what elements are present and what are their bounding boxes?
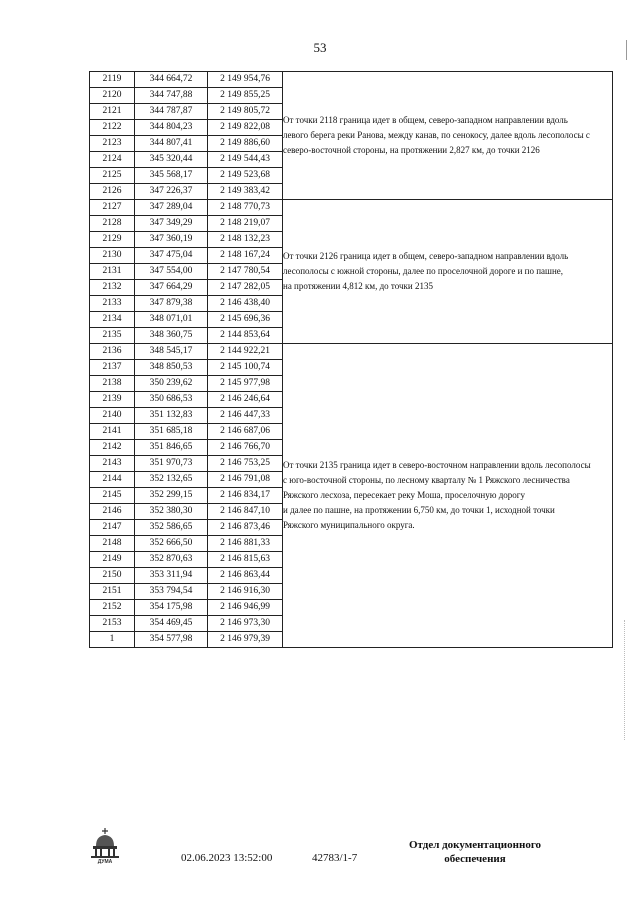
point-number-cell: 2140 <box>90 408 135 424</box>
x-coordinate-cell: 347 349,29 <box>135 216 208 232</box>
x-coordinate-cell: 348 850,53 <box>135 360 208 376</box>
y-coordinate-cell: 2 146 973,30 <box>208 616 283 632</box>
y-coordinate-cell: 2 149 544,43 <box>208 152 283 168</box>
x-coordinate-cell: 347 360,19 <box>135 232 208 248</box>
point-number-cell: 2124 <box>90 152 135 168</box>
x-coordinate-cell: 352 586,65 <box>135 520 208 536</box>
table-row <box>90 200 613 216</box>
description-line: От точки 2126 граница идет в общем, северо-западном направлении вдоль <box>283 251 569 261</box>
point-number-cell: 2147 <box>90 520 135 536</box>
point-number-cell: 2152 <box>90 600 135 616</box>
y-coordinate-cell: 2 146 246,64 <box>208 392 283 408</box>
point-number-cell: 2145 <box>90 488 135 504</box>
description-line: левого берега реки Ранова, между канав, по сенокосу, далее вдоль лесополосы с <box>283 130 590 140</box>
point-number-cell: 2121 <box>90 104 135 120</box>
y-coordinate-cell: 2 148 770,73 <box>208 200 283 216</box>
table-row <box>90 72 613 88</box>
x-coordinate-cell: 348 545,17 <box>135 344 208 360</box>
y-coordinate-cell: 2 149 822,08 <box>208 120 283 136</box>
x-coordinate-cell: 352 666,50 <box>135 536 208 552</box>
point-number-cell: 2135 <box>90 328 135 344</box>
point-number-cell: 2142 <box>90 440 135 456</box>
y-coordinate-cell: 2 146 766,70 <box>208 440 283 456</box>
margin-dots <box>624 620 627 740</box>
point-number-cell: 2141 <box>90 424 135 440</box>
x-coordinate-cell: 352 299,15 <box>135 488 208 504</box>
x-coordinate-cell: 344 747,88 <box>135 88 208 104</box>
point-number-cell: 2128 <box>90 216 135 232</box>
boundary-description-cell <box>283 344 613 648</box>
svg-text:ДУМА: ДУМА <box>97 859 113 864</box>
x-coordinate-cell: 352 380,30 <box>135 504 208 520</box>
point-number-cell: 2153 <box>90 616 135 632</box>
footer-dept-line1: Отдел документационного <box>408 839 542 851</box>
table-row <box>90 344 613 360</box>
point-number-cell: 2133 <box>90 296 135 312</box>
point-number-cell: 2138 <box>90 376 135 392</box>
x-coordinate-cell: 347 226,37 <box>135 184 208 200</box>
y-coordinate-cell: 2 149 383,42 <box>208 184 283 200</box>
y-coordinate-cell: 2 146 863,44 <box>208 568 283 584</box>
description-line: Ряжского лесхоза, пересекает реку Мошa, проселочную дорогу <box>283 490 525 500</box>
description-line: с юго-восточной стороны, по лесному кварталу № 1 Ряжского лесничества <box>283 475 570 485</box>
x-coordinate-cell: 344 787,87 <box>135 104 208 120</box>
y-coordinate-cell: 2 146 438,40 <box>208 296 283 312</box>
x-coordinate-cell: 348 071,01 <box>135 312 208 328</box>
point-number-cell: 2139 <box>90 392 135 408</box>
x-coordinate-cell: 344 807,41 <box>135 136 208 152</box>
point-number-cell: 2130 <box>90 248 135 264</box>
x-coordinate-cell: 345 568,17 <box>135 168 208 184</box>
y-coordinate-cell: 2 148 167,24 <box>208 248 283 264</box>
description-line: От точки 2135 граница идет в северо-восточном направлении вдоль лесополосы <box>283 460 591 470</box>
y-coordinate-cell: 2 149 855,25 <box>208 88 283 104</box>
x-coordinate-cell: 347 475,04 <box>135 248 208 264</box>
point-number-cell: 2143 <box>90 456 135 472</box>
y-coordinate-cell: 2 148 132,23 <box>208 232 283 248</box>
point-number-cell: 2122 <box>90 120 135 136</box>
point-number-cell: 2126 <box>90 184 135 200</box>
y-coordinate-cell: 2 146 447,33 <box>208 408 283 424</box>
y-coordinate-cell: 2 149 886,60 <box>208 136 283 152</box>
description-line: От точки 2118 граница идет в общем, северо-западном направлении вдоль <box>283 115 568 125</box>
margin-mark <box>626 40 631 60</box>
y-coordinate-cell: 2 147 282,05 <box>208 280 283 296</box>
y-coordinate-cell: 2 146 979,39 <box>208 632 283 648</box>
footer-dept-line2: обеспечения <box>444 853 506 865</box>
x-coordinate-cell: 347 289,04 <box>135 200 208 216</box>
x-coordinate-cell: 354 175,98 <box>135 600 208 616</box>
coordinates-table <box>89 71 613 648</box>
point-number-cell: 2125 <box>90 168 135 184</box>
point-number-cell: 2123 <box>90 136 135 152</box>
point-number-cell: 1 <box>90 632 135 648</box>
point-number-cell: 2146 <box>90 504 135 520</box>
y-coordinate-cell: 2 146 847,10 <box>208 504 283 520</box>
y-coordinate-cell: 2 149 805,72 <box>208 104 283 120</box>
point-number-cell: 2127 <box>90 200 135 216</box>
description-line: лесополосы с южной стороны, далее по проселочной дороге и по пашне, <box>283 266 564 276</box>
point-number-cell: 2137 <box>90 360 135 376</box>
x-coordinate-cell: 354 577,98 <box>135 632 208 648</box>
footer-department <box>395 838 555 866</box>
y-coordinate-cell: 2 145 977,98 <box>208 376 283 392</box>
x-coordinate-cell: 353 794,54 <box>135 584 208 600</box>
description-line: на протяжении 4,812 км, до точки 2135 <box>283 281 433 291</box>
point-number-cell: 2151 <box>90 584 135 600</box>
x-coordinate-cell: 344 804,23 <box>135 120 208 136</box>
point-number-cell: 2119 <box>90 72 135 88</box>
description-line: и далее по пашне, на протяжении 6,750 км, до точки 1, исходной точки <box>283 505 555 515</box>
y-coordinate-cell: 2 146 753,25 <box>208 456 283 472</box>
point-number-cell: 2148 <box>90 536 135 552</box>
point-number-cell: 2150 <box>90 568 135 584</box>
point-number-cell: 2132 <box>90 280 135 296</box>
point-number-cell: 2149 <box>90 552 135 568</box>
y-coordinate-cell: 2 146 946,99 <box>208 600 283 616</box>
point-number-cell: 2131 <box>90 264 135 280</box>
y-coordinate-cell: 2 146 791,08 <box>208 472 283 488</box>
y-coordinate-cell: 2 149 954,76 <box>208 72 283 88</box>
x-coordinate-cell: 348 360,75 <box>135 328 208 344</box>
x-coordinate-cell: 354 469,45 <box>135 616 208 632</box>
y-coordinate-cell: 2 146 916,30 <box>208 584 283 600</box>
y-coordinate-cell: 2 144 922,21 <box>208 344 283 360</box>
duma-logo-icon <box>88 826 122 864</box>
x-coordinate-cell: 347 554,00 <box>135 264 208 280</box>
y-coordinate-cell: 2 145 100,74 <box>208 360 283 376</box>
boundary-description-cell <box>283 72 613 200</box>
footer-doc-number: 42783/1-7 <box>312 852 358 864</box>
y-coordinate-cell: 2 146 815,63 <box>208 552 283 568</box>
x-coordinate-cell: 351 132,83 <box>135 408 208 424</box>
point-number-cell: 2129 <box>90 232 135 248</box>
y-coordinate-cell: 2 146 873,46 <box>208 520 283 536</box>
description-line: северо-восточной стороны, на протяжении 2,827 км, до точки 2126 <box>283 145 540 155</box>
x-coordinate-cell: 345 320,44 <box>135 152 208 168</box>
y-coordinate-cell: 2 148 219,07 <box>208 216 283 232</box>
point-number-cell: 2144 <box>90 472 135 488</box>
boundary-description-cell <box>283 200 613 344</box>
x-coordinate-cell: 351 846,65 <box>135 440 208 456</box>
x-coordinate-cell: 347 879,38 <box>135 296 208 312</box>
point-number-cell: 2136 <box>90 344 135 360</box>
y-coordinate-cell: 2 147 780,54 <box>208 264 283 280</box>
y-coordinate-cell: 2 146 834,17 <box>208 488 283 504</box>
page-number: 53 <box>313 40 327 55</box>
point-number-cell: 2120 <box>90 88 135 104</box>
y-coordinate-cell: 2 146 881,33 <box>208 536 283 552</box>
x-coordinate-cell: 351 685,18 <box>135 424 208 440</box>
description-line: Ряжского муниципального округа. <box>283 520 415 530</box>
x-coordinate-cell: 350 239,62 <box>135 376 208 392</box>
y-coordinate-cell: 2 146 687,06 <box>208 424 283 440</box>
y-coordinate-cell: 2 145 696,36 <box>208 312 283 328</box>
y-coordinate-cell: 2 144 853,64 <box>208 328 283 344</box>
footer-timestamp: 02.06.2023 13:52:00 <box>181 852 273 864</box>
x-coordinate-cell: 352 132,65 <box>135 472 208 488</box>
x-coordinate-cell: 353 311,94 <box>135 568 208 584</box>
x-coordinate-cell: 347 664,29 <box>135 280 208 296</box>
point-number-cell: 2134 <box>90 312 135 328</box>
x-coordinate-cell: 352 870,63 <box>135 552 208 568</box>
x-coordinate-cell: 344 664,72 <box>135 72 208 88</box>
x-coordinate-cell: 351 970,73 <box>135 456 208 472</box>
x-coordinate-cell: 350 686,53 <box>135 392 208 408</box>
y-coordinate-cell: 2 149 523,68 <box>208 168 283 184</box>
